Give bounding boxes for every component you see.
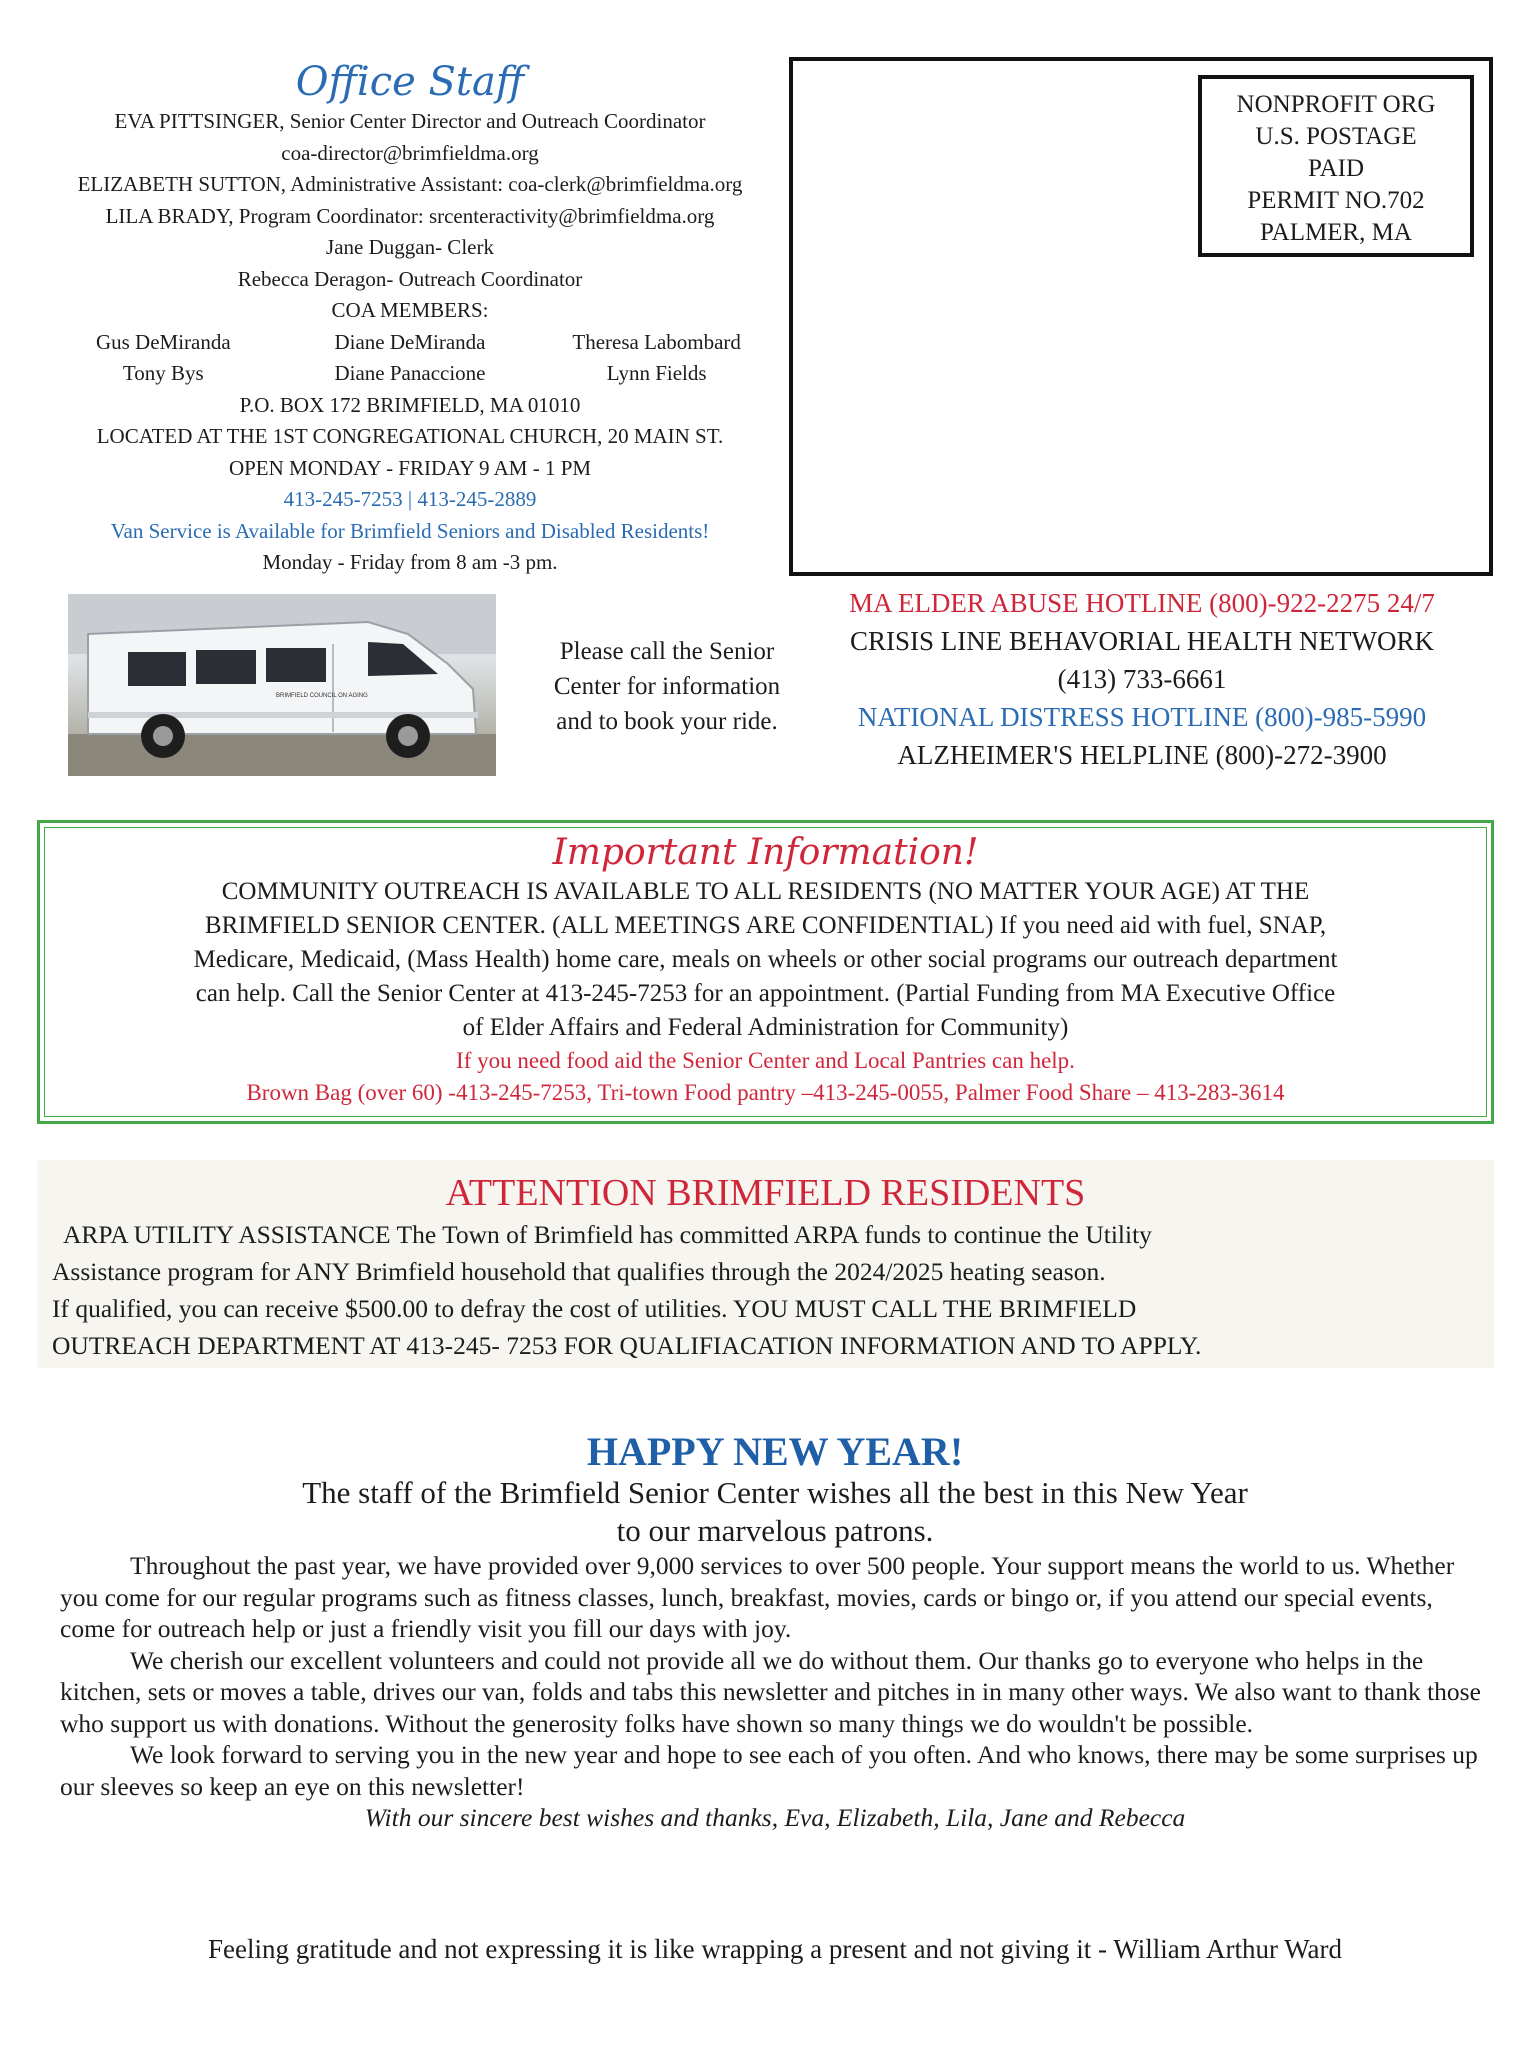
coa-member: Gus DeMiranda (95, 329, 231, 354)
office-staff-section (40, 58, 780, 579)
new-year-section (60, 1430, 1490, 1834)
attention-body (37, 1216, 1494, 1364)
new-year-paragraph (60, 1645, 1490, 1740)
elder-abuse-hotline: MA ELDER ABUSE HOTLINE (800)-922-2275 24/7 (849, 588, 1435, 618)
postage-line: PAID (1307, 155, 1365, 182)
important-info-inner-border (44, 827, 1487, 1117)
coa-member: Theresa Labombard (572, 329, 741, 354)
attention-title: ATTENTION BRIMFIELD RESIDENTS (445, 1172, 1086, 1214)
new-year-paragraph (60, 1550, 1490, 1645)
new-year-subtitle-line: The staff of the Brimfield Senior Center wishes all the best in this New Year (302, 1475, 1248, 1510)
alzheimers-helpline: ALZHEIMER'S HELPLINE (800)-272-3900 (897, 740, 1387, 770)
new-year-signoff: With our sincere best wishes and thanks, Eva, Elizabeth, Lila, Jane and Rebecca (364, 1803, 1186, 1832)
attention-line: If qualified, you can receive $500.00 to defray the cost of utilities. YOU MUST CALL THE BRIMFIELD (52, 1294, 1137, 1323)
postage-line: NONPROFIT ORG (1236, 91, 1436, 118)
mailing-address: P.O. BOX 172 BRIMFIELD, MA 01010 (239, 392, 581, 417)
postage-line: PERMIT NO.702 (1247, 187, 1425, 214)
postage-indicia (1198, 75, 1474, 257)
new-year-subtitle-line: to our marvelous patrons. (616, 1513, 934, 1548)
staff-director-email: coa-director@brimfieldma.org (281, 140, 539, 165)
important-info-line: of Elder Affairs and Federal Administration for Community) (462, 1014, 1069, 1041)
staff-admin-assistant: ELIZABETH SUTTON, Administrative Assistant: coa-clerk@brimfieldma.org (77, 172, 743, 196)
coa-member: Lynn Fields (606, 361, 707, 385)
phone-numbers: 413-245-7253 | 413-245-2889 (283, 487, 537, 511)
attention-section (37, 1160, 1494, 1368)
coa-members-heading: COA MEMBERS: (331, 298, 489, 322)
van-service-notice: Van Service is Available for Brimfield Seniors and Disabled Residents! (110, 518, 710, 543)
staff-director: EVA PITTSINGER, Senior Center Director and Outreach Coordinator (114, 109, 706, 133)
important-info-title: Important Information! (552, 832, 979, 873)
food-aid-line: Brown Bag (over 60) -413-245-7253, Tri-town Food pantry –413-245-0055, Palmer Food Share – 413-283-3614 (246, 1080, 1285, 1105)
attention-line: OUTREACH DEPARTMENT AT 413-245- 7253 FOR QUALIFIACATION INFORMATION AND TO APPLY. (52, 1331, 1202, 1360)
important-info-line: BRIMFIELD SENIOR CENTER. (ALL MEETINGS ARE CONFIDENTIAL) If you need aid with fuel, SNAP, (204, 912, 1327, 939)
new-year-paragraph-text: Throughout the past year, we have provided over 9,000 services to over 500 people. Your support means the world to us. Whether you come for our regular programs such as fitness classes, lunch, breakfast, movies, cards or bingo or, if you attend our special events, come for outreach help or just a friendly visit you fill our days with joy. (60, 1551, 1455, 1643)
location: LOCATED AT THE 1ST CONGREGATIONAL CHURCH, 20 MAIN ST. (96, 424, 724, 448)
postage-line: PALMER, MA (1260, 219, 1412, 246)
staff-program-coordinator: LILA BRADY, Program Coordinator: srcenteractivity@brimfieldma.org (105, 203, 715, 228)
attention-line: ARPA UTILITY ASSISTANCE The Town of Brimfield has committed ARPA funds to continue the Utility (63, 1220, 1152, 1249)
office-hours: OPEN MONDAY - FRIDAY 9 AM - 1 PM (228, 455, 592, 480)
coa-member: Diane Panaccione (334, 361, 486, 385)
hotlines-section (772, 584, 1512, 774)
crisis-line-phone: (413) 733-6661 (1057, 664, 1227, 694)
van-caption: Please call the Senior Center for information and to book your ride. (553, 638, 781, 735)
new-year-paragraph-text: We cherish our excellent volunteers and could not provide all we do without them. Our thanks go to everyone who helps in the kitchen, sets or moves a table, drives our van, folds and tabs this newsletter and pitches in in many other ways. We also want to thank those who support us with donations. Without the generosity folks have shown so many things we do wouldn't be possible. (60, 1645, 1481, 1738)
coa-members-list (40, 327, 780, 390)
important-info-line: Medicare, Medicaid, (Mass Health) home care, meals on wheels or other social programs our outreach department (193, 946, 1338, 973)
office-staff-title: Office Staff (295, 59, 525, 105)
van-illustration (68, 594, 496, 776)
coa-member: Diane DeMiranda (334, 329, 486, 354)
new-year-subtitle (60, 1474, 1490, 1550)
important-info-box (37, 820, 1494, 1124)
van-service-hours: Monday - Friday from 8 am -3 pm. (262, 550, 558, 574)
crisis-line: CRISIS LINE BEHAVORIAL HEALTH NETWORK (850, 626, 1434, 656)
important-info-line: can help. Call the Senior Center at 413-245-7253 for an appointment. (Partial Funding from MA Executive Office (195, 980, 1336, 1007)
van-door-text: BRIMFIELD COUNCIL ON AGING (276, 693, 368, 699)
new-year-paragraph-text: We look forward to serving you in the new year and hope to see each of you often. And who knows, there may be some surprises up our sleeves so keep an eye on this newsletter! (60, 1740, 1478, 1801)
attention-line: Assistance program for ANY Brimfield household that qualifies through the 2024/2025 heating season. (52, 1257, 1106, 1286)
van-photo (68, 594, 496, 776)
new-year-title: HAPPY NEW YEAR! (586, 1429, 964, 1474)
postage-line: U.S. POSTAGE (1255, 123, 1417, 150)
national-distress-hotline: NATIONAL DISTRESS HOTLINE (800)-985-5990 (857, 702, 1427, 732)
important-info-line: COMMUNITY OUTREACH IS AVAILABLE TO ALL RESIDENTS (NO MATTER YOUR AGE) AT THE (221, 878, 1310, 905)
coa-member: Tony Bys (122, 361, 204, 385)
staff-outreach-coordinator: Rebecca Deragon- Outreach Coordinator (237, 266, 583, 291)
staff-clerk: Jane Duggan- Clerk (326, 235, 494, 259)
gratitude-quote: Feeling gratitude and not expressing it is like wrapping a present and not giving it - William Arthur Ward (207, 1934, 1343, 1964)
new-year-paragraph (60, 1739, 1490, 1802)
food-aid-line: If you need food aid the Senior Center and Local Pantries can help. (456, 1048, 1075, 1073)
